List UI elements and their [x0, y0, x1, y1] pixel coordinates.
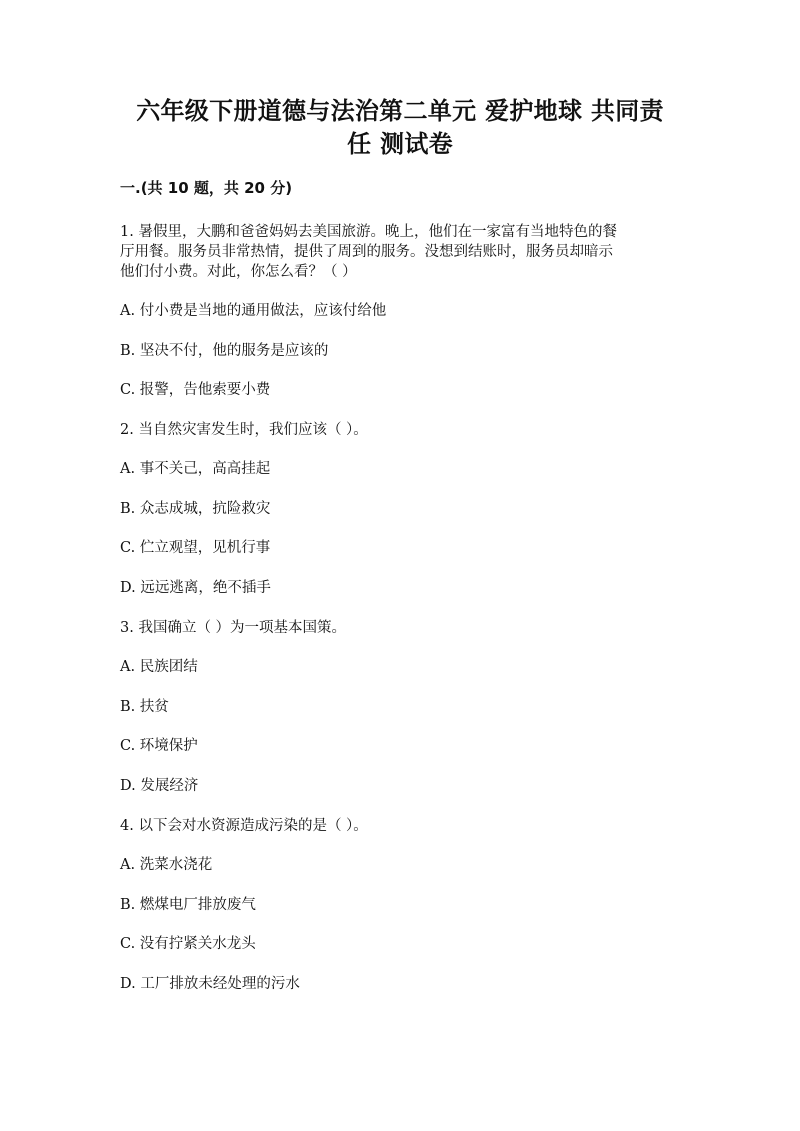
question-1-option-c: C. 报警，告他索要小费 [120, 382, 271, 398]
question-3-stem: 3. 我国确立（ ）为一项基本国策。 [120, 620, 347, 636]
question-3-option-b: B. 扶贫 [120, 699, 169, 715]
page-title [120, 95, 680, 161]
question-1-stem-line-1: 1. 暑假里，大鹏和爸爸妈妈去美国旅游。晚上，他们在一家富有当地特色的餐 [120, 224, 617, 240]
question-4-option-d: D. 工厂排放未经处理的污水 [120, 976, 300, 992]
question-4-stem: 4. 以下会对水资源造成污染的是（ ）。 [120, 818, 368, 834]
question-4-option-c: C. 没有拧紧关水龙头 [120, 936, 256, 952]
question-4-option-a: A. 洗菜水浇花 [120, 857, 213, 873]
title-line-1: 六年级下册道德与法治第二单元 爱护地球 共同责 [136, 97, 664, 125]
section-heading: 一.(共 10 题，共 20 分) [120, 179, 293, 197]
question-4-option-b: B. 燃煤电厂排放废气 [120, 897, 256, 913]
question-1-stem-line-3: 他们付小费。对此，你怎么看？（ ） [120, 264, 357, 280]
question-2-option-c: C. 伫立观望，见机行事 [120, 540, 271, 556]
question-2-option-d: D. 远远逃离，绝不插手 [120, 580, 271, 596]
title-line-2: 任 测试卷 [347, 130, 453, 158]
question-3-option-c: C. 环境保护 [120, 738, 198, 754]
question-2-stem: 2. 当自然灾害发生时，我们应该（ ）。 [120, 422, 368, 438]
question-1-stem-line-2: 厅用餐。服务员非常热情，提供了周到的服务。没想到结账时，服务员却暗示 [120, 244, 613, 260]
question-2-option-b: B. 众志成城，抗险救灾 [120, 501, 271, 517]
question-1-option-b: B. 坚决不付，他的服务是应该的 [120, 343, 329, 359]
question-1-option-a: A. 付小费是当地的通用做法，应该付给他 [120, 303, 387, 319]
question-3-option-d: D. 发展经济 [120, 778, 199, 794]
question-2-option-a: A. 事不关己，高高挂起 [120, 461, 271, 477]
question-3-option-a: A. 民族团结 [120, 659, 198, 675]
